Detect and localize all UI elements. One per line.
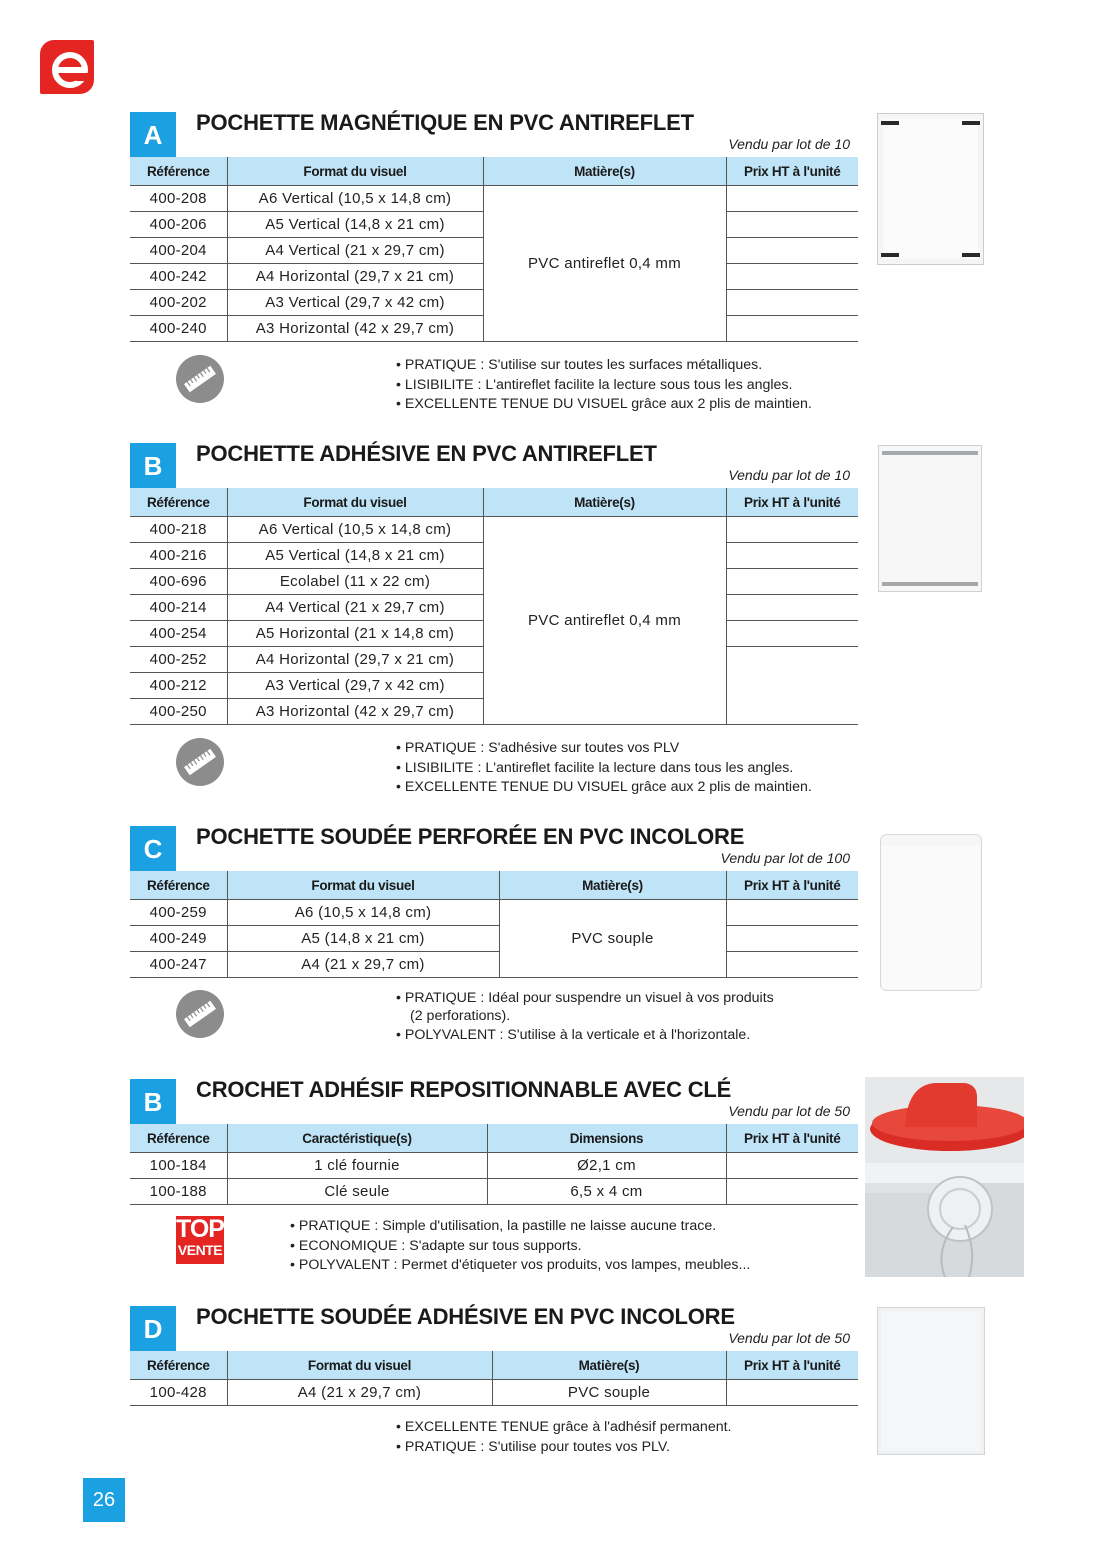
ref-cell: 400-240: [130, 316, 227, 342]
table-header-row: [130, 157, 858, 186]
ref-cell: 400-218: [130, 517, 227, 543]
table-header-row: [130, 488, 858, 517]
feature-item: • PRATIQUE : S'utilise sur toutes les surfaces métalliques.: [396, 357, 763, 373]
col-format: Format du visuel: [227, 488, 483, 517]
price-cell: [726, 569, 858, 595]
product-table: [130, 1351, 858, 1406]
material-cell: PVC antireflet 0,4 mm: [483, 517, 726, 725]
table-row: [130, 1179, 858, 1205]
format-cell: A4 Vertical (21 x 29,7 cm): [227, 595, 483, 621]
lot-info: Vendu par lot de 50: [728, 1103, 850, 1119]
welded-pocket-image: [877, 1307, 985, 1455]
section-title: POCHETTE SOUDÉE PERFORÉE EN PVC INCOLORE: [196, 824, 745, 849]
adhesive-pocket-image: [878, 445, 982, 592]
col-format: Format du visuel: [227, 1351, 492, 1380]
col-prix: Prix HT à l'unité: [726, 871, 858, 900]
ref-cell: 400-247: [130, 952, 227, 978]
format-cell: A4 (21 x 29,7 cm): [227, 1380, 492, 1406]
price-cell: [726, 543, 858, 569]
ref-cell: 400-249: [130, 926, 227, 952]
carac-cell: Clé seule: [227, 1179, 487, 1205]
format-cell: A4 Horizontal (29,7 x 21 cm): [227, 264, 483, 290]
col-dimensions: Dimensions: [487, 1124, 726, 1153]
hook-product-photo: [865, 1077, 1024, 1277]
table-header-row: [130, 1124, 858, 1153]
col-reference: Référence: [130, 1124, 227, 1153]
material-cell: PVC antireflet 0,4 mm: [483, 186, 726, 342]
section-letter: B: [130, 1079, 176, 1125]
lot-info: Vendu par lot de 50: [728, 1330, 850, 1346]
col-matiere: Matière(s): [492, 1351, 726, 1380]
price-cell: [726, 900, 858, 926]
table-row: [130, 926, 858, 952]
section-title: CROCHET ADHÉSIF REPOSITIONNABLE AVEC CLÉ: [196, 1077, 732, 1102]
brand-logo: [40, 40, 94, 94]
col-reference: Référence: [130, 157, 227, 186]
format-cell: Ecolabel (11 x 22 cm): [227, 569, 483, 595]
col-format: Format du visuel: [227, 871, 499, 900]
format-cell: A3 Vertical (29,7 x 42 cm): [227, 673, 483, 699]
price-cell: [726, 186, 858, 212]
feature-item: • EXCELLENTE TENUE grâce à l'adhésif permanent.: [396, 1419, 732, 1435]
format-cell: A6 Vertical (10,5 x 14,8 cm): [227, 186, 483, 212]
feature-list: [290, 1217, 750, 1276]
col-prix: Prix HT à l'unité: [726, 157, 858, 186]
table-row: [130, 517, 858, 543]
feature-item: • PRATIQUE : Simple d'utilisation, la pastille ne laisse aucune trace.: [290, 1218, 717, 1234]
price-cell: [726, 926, 858, 952]
format-cell: A5 (14,8 x 21 cm): [227, 926, 499, 952]
col-prix: Prix HT à l'unité: [726, 1351, 858, 1380]
feature-list: [396, 356, 812, 415]
table-row: [130, 186, 858, 212]
section-title: POCHETTE MAGNÉTIQUE EN PVC ANTIREFLET: [196, 110, 694, 135]
top-vente-badge: TOP VENTE: [176, 1216, 224, 1264]
material-cell: PVC souple: [499, 900, 726, 978]
table-header-row: [130, 1351, 858, 1380]
ref-cell: 400-206: [130, 212, 227, 238]
format-cell: A6 (10,5 x 14,8 cm): [227, 900, 499, 926]
price-cell: [726, 264, 858, 290]
price-cell: [726, 1179, 858, 1205]
price-cell: [726, 621, 858, 647]
product-table: [130, 157, 858, 342]
ref-cell: 400-250: [130, 699, 227, 725]
format-cell: A3 Vertical (29,7 x 42 cm): [227, 290, 483, 316]
feature-item: • PRATIQUE : Idéal pour suspendre un visuel à vos produits: [396, 990, 774, 1006]
feature-item: • POLYVALENT : S'utilise à la verticale et à l'horizontale.: [396, 1027, 751, 1043]
price-cell: [726, 238, 858, 264]
ref-cell: 400-212: [130, 673, 227, 699]
ref-cell: 400-208: [130, 186, 227, 212]
col-matiere: Matière(s): [483, 157, 726, 186]
ref-cell: 400-216: [130, 543, 227, 569]
section-title: POCHETTE ADHÉSIVE EN PVC ANTIREFLET: [196, 441, 657, 466]
table-row: [130, 900, 858, 926]
format-cell: A5 Vertical (14,8 x 21 cm): [227, 212, 483, 238]
magnetic-pocket-image: [877, 113, 984, 265]
page-number: 26: [83, 1478, 125, 1522]
col-matiere: Matière(s): [483, 488, 726, 517]
table-header-row: [130, 871, 858, 900]
format-cell: A4 Horizontal (29,7 x 21 cm): [227, 647, 483, 673]
section-letter: D: [130, 1306, 176, 1352]
ref-cell: 400-204: [130, 238, 227, 264]
format-cell: A3 Horizontal (42 x 29,7 cm): [227, 316, 483, 342]
col-reference: Référence: [130, 871, 227, 900]
dim-cell: Ø2,1 cm: [487, 1153, 726, 1179]
feature-list: [396, 739, 812, 798]
section-letter: C: [130, 826, 176, 872]
feature-item: • PRATIQUE : S'adhésive sur toutes vos PLV: [396, 740, 680, 756]
material-cell: PVC souple: [492, 1380, 726, 1406]
price-cell: [726, 1380, 858, 1406]
col-prix: Prix HT à l'unité: [726, 488, 858, 517]
format-cell: A4 Vertical (21 x 29,7 cm): [227, 238, 483, 264]
col-reference: Référence: [130, 1351, 227, 1380]
ref-cell: 400-214: [130, 595, 227, 621]
feature-item: • POLYVALENT : Permet d'étiqueter vos produits, vos lampes, meubles...: [290, 1257, 751, 1273]
feature-item: • PRATIQUE : S'utilise pour toutes vos PLV.: [396, 1438, 670, 1455]
price-cell: [726, 647, 858, 725]
format-cell: A6 Vertical (10,5 x 14,8 cm): [227, 517, 483, 543]
table-row: [130, 1380, 858, 1406]
col-prix: Prix HT à l'unité: [726, 1124, 858, 1153]
section-title: POCHETTE SOUDÉE ADHÉSIVE EN PVC INCOLORE: [196, 1304, 735, 1329]
feature-item: • ECONOMIQUE : S'adapte sur tous supports.: [290, 1237, 582, 1254]
format-cell: A4 (21 x 29,7 cm): [227, 952, 499, 978]
feature-item: • LISIBILITE : L'antireflet facilite la lecture sous tous les angles.: [396, 376, 793, 393]
product-table: [130, 1124, 858, 1205]
dim-cell: 6,5 x 4 cm: [487, 1179, 726, 1205]
perforated-pocket-image: [880, 834, 982, 991]
lot-info: Vendu par lot de 100: [720, 850, 850, 866]
price-cell: [726, 290, 858, 316]
price-cell: [726, 1153, 858, 1179]
ruler-icon: [176, 738, 224, 786]
feature-item: (2 perforations).: [410, 1007, 511, 1024]
feature-item: • LISIBILITE : L'antireflet facilite la lecture dans tous les angles.: [396, 759, 794, 776]
feature-item: • EXCELLENTE TENUE DU VISUEL grâce aux 2 plis de maintien.: [396, 779, 812, 795]
feature-list: [396, 1418, 731, 1457]
ref-cell: 400-254: [130, 621, 227, 647]
carac-cell: 1 clé fournie: [227, 1153, 487, 1179]
price-cell: [726, 212, 858, 238]
table-row: [130, 1153, 858, 1179]
ref-cell: 400-242: [130, 264, 227, 290]
product-table: [130, 871, 858, 978]
ref-cell: 400-252: [130, 647, 227, 673]
ref-cell: 400-202: [130, 290, 227, 316]
product-table: [130, 488, 858, 725]
price-cell: [726, 316, 858, 342]
price-cell: [726, 595, 858, 621]
col-reference: Référence: [130, 488, 227, 517]
ref-cell: 400-696: [130, 569, 227, 595]
format-cell: A5 Horizontal (21 x 14,8 cm): [227, 621, 483, 647]
format-cell: A5 Vertical (14,8 x 21 cm): [227, 543, 483, 569]
col-format: Format du visuel: [227, 157, 483, 186]
ruler-icon: [176, 355, 224, 403]
ruler-icon: [176, 990, 224, 1038]
ref-cell: 100-428: [130, 1380, 227, 1406]
ref-cell: 100-184: [130, 1153, 227, 1179]
feature-item: • EXCELLENTE TENUE DU VISUEL grâce aux 2 plis de maintien.: [396, 396, 812, 412]
lot-info: Vendu par lot de 10: [728, 467, 850, 483]
col-matiere: Matière(s): [499, 871, 726, 900]
format-cell: A3 Horizontal (42 x 29,7 cm): [227, 699, 483, 725]
col-caracteristique: Caractéristique(s): [227, 1124, 487, 1153]
table-row: [130, 952, 858, 978]
lot-info: Vendu par lot de 10: [728, 136, 850, 152]
feature-list: [396, 990, 774, 1045]
section-letter: A: [130, 112, 176, 158]
ref-cell: 400-259: [130, 900, 227, 926]
ref-cell: 100-188: [130, 1179, 227, 1205]
price-cell: [726, 952, 858, 978]
section-letter: B: [130, 443, 176, 489]
price-cell: [726, 517, 858, 543]
